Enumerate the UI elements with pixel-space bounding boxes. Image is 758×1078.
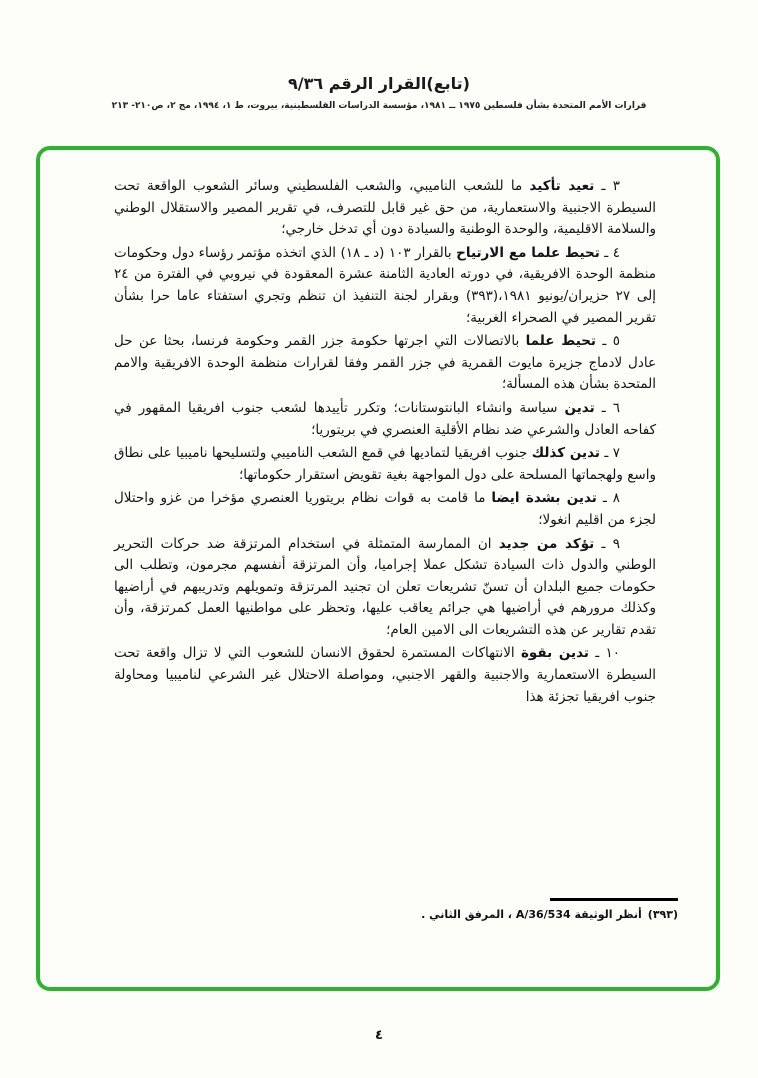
paragraph-number: ٨ ـ [596, 490, 620, 507]
paragraph-number: ٣ ـ [594, 178, 621, 194]
paragraph-text: سياسة وانشاء البانتوستانات؛ وتكرر تأييدها لشعب جنوب افريقيا المقهور في كفاحه العادل والشرعي ضد نظام الأقلية العنصري في بريتوريا؛ [114, 399, 656, 438]
paragraph-lead: تدين بشدة ايضا [491, 490, 597, 507]
paragraph-4 [114, 243, 656, 329]
paragraph-text: بالاتصالات التي اجرتها حكومة جزر القمر وحكومة فرنسا، بحثا عن حل عادل لادماج جزيرة مايوت القمرية في جزر القمر وفقا لقرارات منظمة الوحدة الافريقية والامم المتحدة بشأن هذه المسألة؛ [114, 333, 656, 393]
paragraph-lead: تدين [564, 399, 595, 416]
document-header [0, 0, 758, 111]
page-title: (تابع)القرار الرقم ٩/٣٦ [288, 74, 470, 93]
paragraph-6 [114, 398, 656, 441]
paragraph-number: ٤ ـ [599, 244, 620, 261]
paragraph-number: ٧ ـ [599, 445, 620, 462]
paragraph-text: الانتهاكات المستمرة لحقوق الانسان للشعوب التي لا تزال واقعة تحت السيطرة الاستعمارية والاجنبية والقهر الاجنبي، ومواصلة الاحتلال غير الشرعي لناميبيا ومحاولة جنوب افريقيا تجزئة هذا [114, 645, 656, 705]
page-number: ٤ [375, 1028, 383, 1043]
paragraph-lead: تؤكد من جديد [498, 535, 595, 552]
paragraph-lead: تعيد تأكيد [529, 178, 595, 194]
paragraph-number: ١٠ ـ [588, 645, 621, 662]
paragraph-text: بالقرار ١٠٣ (د ـ ١٨) الذي اتخذه مؤتمر رؤساء دول وحكومات منظمة الوحدة الافريقية، في دورته العادية الثامنة عشرة المعقودة في نيروبي في الفترة من ٢٤ إلى ٢٧ حزيران/يونيو ١٩٨١،(٣٩٣) وبقرار لجنة التنفيذ ان تنظم وتجري استفتاء عاما حرا بشأن تقرير المصير في الصحراء الغربية؛ [114, 244, 656, 326]
paragraph-text: ان الممارسة المتمثلة في استخدام المرتزقة ضد حركات التحرير الوطني والدول ذات السيادة تشكل عملا إجراميا، وأن المرتزقة أنفسهم مجرمون، وتطلب الى حكومات جميع البلدان أن تسنّ تشريعات تعلن ان تجنيد المرتزقة وتمويلهم وتدريبهم في أراضيها وكذلك مرورهم في أراضيها هي جرائم يعاقب عليها، وتحظر على مواطنيها العمل كمرتزقة، وأن تقدم تقارير عن هذه التشريعات الى الامين العام؛ [114, 535, 656, 638]
paragraph-10 [114, 643, 656, 708]
document-body [40, 150, 716, 708]
footnote-separator [550, 898, 678, 901]
paragraph-number: ٩ ـ [594, 535, 621, 552]
paragraph-lead: تحيط علما مع الارتياح [456, 244, 600, 261]
paragraph-7 [114, 443, 656, 486]
paragraph-5 [114, 331, 656, 396]
paragraph-text: ما قامت به قوات نظام بريتوريا العنصري مؤخرا من غزو واحتلال لجزء من اقليم انغولا؛ [114, 490, 656, 528]
document-frame [36, 146, 720, 991]
paragraph-3 [114, 176, 656, 241]
paragraph-9 [114, 534, 656, 642]
footnote [100, 908, 678, 921]
paragraph-lead: تدين كذلك [531, 445, 600, 462]
paragraph-text: ما للشعب الناميبي، والشعب الفلسطيني وسائر الشعوب الواقعة تحت السيطرة الاجنبية والاستعمارية، من حق غير قابل للتصرف، في تقرير المصير والاستقلال الوطني والسلامة الاقليمية، والوحدة الوطنية والسيادة دون أي تدخل خارجي؛ [114, 178, 656, 238]
paragraph-lead: تحيط علما [525, 333, 597, 350]
paragraph-number: ٥ ـ [596, 333, 620, 350]
footnote-text: أنظر الوثيقة A/36/534 ، المرفق الثاني . [421, 908, 642, 921]
paragraph-text: جنوب افريقيا لتماديها في قمع الشعب الناميبي ولتسليحها ناميبيا على نطاق واسع ولهجماتها المسلحة على دول المواجهة بغية تقويض استقرار حكوماتها؛ [114, 445, 656, 483]
paragraph-number: ٦ ـ [594, 399, 620, 416]
source-citation-line: قرارات الأمم المتحدة بشأن فلسطين ١٩٧٥ ــ ١٩٨١، مؤسسة الدراسات الفلسطينية، بيروت، ط ١، ١٩٩٤، مج ٢، ص٢١٠- ٢١٣ [111, 101, 647, 111]
paragraph-8 [114, 488, 656, 531]
footnote-marker: (٣٩٣) [647, 908, 678, 921]
paragraph-lead: تدين بقوة [520, 645, 589, 662]
